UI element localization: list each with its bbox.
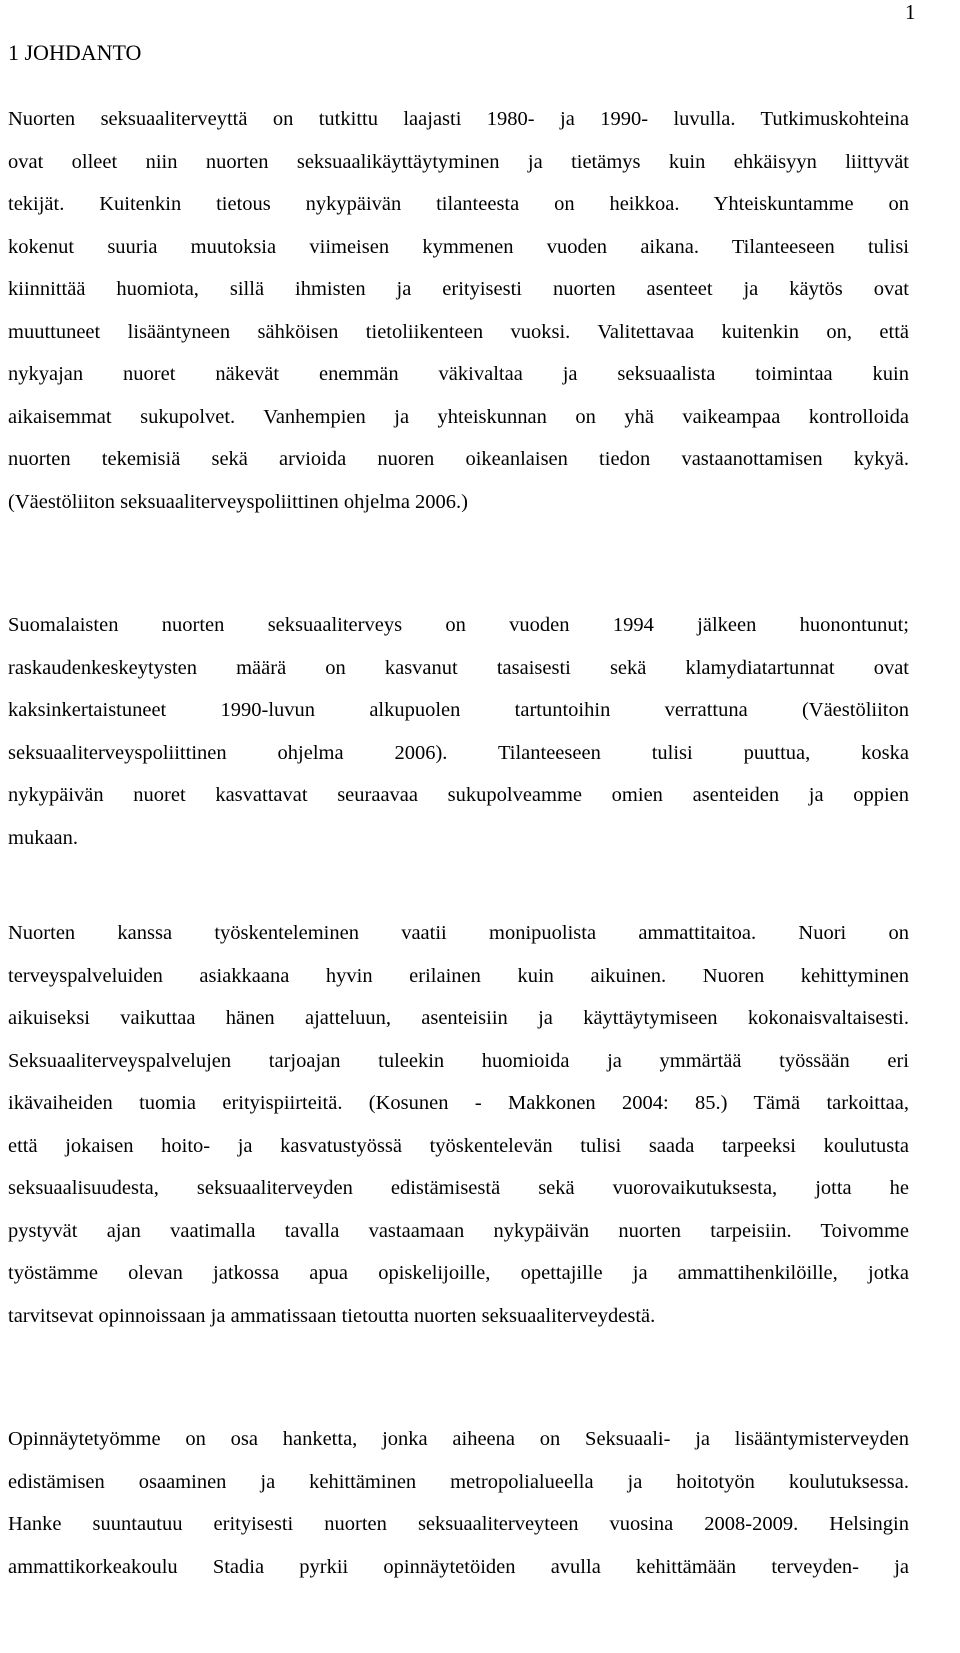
text-line: työstämme olevan jatkossa apua opiskelijoille, opettajille ja ammattihenkilöille, jotka bbox=[8, 1262, 909, 1284]
chapter-heading: 1 JOHDANTO bbox=[8, 40, 142, 65]
text-line: seksuaalisuudesta, seksuaaliterveyden edistämisestä sekä vuorovaikutuksesta, jotta he bbox=[8, 1177, 909, 1199]
text-line: pystyvät ajan vaatimalla tavalla vastaamaan nykypäivän nuorten tarpeisiin. Toivomme bbox=[8, 1219, 909, 1242]
text-line: ovat olleet niin nuorten seksuaalikäyttäytyminen ja tietämys kuin ehkäisyyn liittyvät bbox=[8, 150, 909, 173]
text-line: että jokaisen hoito- ja kasvatustyössä työskentelevän tulisi saada tarpeeksi koulutusta bbox=[8, 1134, 909, 1157]
text-line: kokenut suuria muutoksia viimeisen kymmenen vuoden aikana. Tilanteeseen tulisi bbox=[8, 235, 909, 258]
text-line: kaksinkertaistuneet 1990-luvun alkupuolen tartuntoihin verrattuna (Väestöliiton bbox=[8, 699, 909, 721]
text-line: aikuiseksi vaikuttaa hänen ajatteluun, asenteisiin ja käyttäytymiseen kokonaisvaltaisesti. bbox=[8, 1007, 909, 1029]
text-line: aikaisemmat sukupolvet. Vanhempien ja yhteiskunnan on yhä vaikeampaa kontrolloida bbox=[8, 405, 909, 428]
text-line: Nuorten kanssa työskenteleminen vaatii monipuolista ammattitaitoa. Nuori on bbox=[8, 922, 909, 944]
paragraph bbox=[8, 98, 909, 523]
paragraph bbox=[8, 912, 909, 1337]
text-line: (Väestöliiton seksuaaliterveyspoliittinen ohjelma 2006.) bbox=[8, 490, 469, 513]
paragraph bbox=[8, 604, 909, 859]
text-line: edistämisen osaaminen ja kehittäminen metropolialueella ja hoitotyön koulutuksessa. bbox=[8, 1470, 909, 1493]
text-line: nykyajan nuoret näkevät enemmän väkivaltaa ja seksuaalista toimintaa kuin bbox=[8, 363, 909, 385]
text-line: nykypäivän nuoret kasvattavat seuraavaa sukupolveamme omien asenteiden ja oppien bbox=[8, 784, 909, 806]
text-line: terveyspalveluiden asiakkaana hyvin erilainen kuin aikuinen. Nuoren kehittyminen bbox=[8, 964, 909, 987]
text-line: ammattikorkeakoulu Stadia pyrkii opinnäytetöiden avulla kehittämään terveyden- ja bbox=[8, 1555, 909, 1578]
text-line: tarvitsevat opinnoissaan ja ammatissaan tietoutta nuorten seksuaaliterveydestä. bbox=[8, 1304, 656, 1327]
text-line: Nuorten seksuaaliterveyttä on tutkittu laajasti 1980- ja 1990- luvulla. Tutkimuskohteina bbox=[8, 108, 909, 130]
text-line: muuttuneet lisääntyneen sähköisen tietoliikenteen vuoksi. Valitettavaa kuitenkin on, että bbox=[8, 320, 909, 343]
text-line: Seksuaaliterveyspalvelujen tarjoajan tuleekin huomioida ja ymmärtää työssään eri bbox=[8, 1049, 909, 1072]
text-line: Suomalaisten nuorten seksuaaliterveys on vuoden 1994 jälkeen huonontunut; bbox=[8, 614, 909, 636]
text-line: seksuaaliterveyspoliittinen ohjelma 2006). Tilanteeseen tulisi puuttua, koska bbox=[8, 741, 909, 764]
text-line: Hanke suuntautuu erityisesti nuorten seksuaaliterveyteen vuosina 2008-2009. Helsingin bbox=[8, 1513, 909, 1535]
text-line: Opinnäytetyömme on osa hanketta, jonka aiheena on Seksuaali- ja lisääntymisterveyden bbox=[8, 1428, 909, 1450]
text-line: kiinnittää huomiota, sillä ihmisten ja erityisesti nuorten asenteet ja käytös ovat bbox=[8, 278, 909, 300]
text-line: raskaudenkeskeytysten määrä on kasvanut tasaisesti sekä klamydiatartunnat ovat bbox=[8, 656, 909, 679]
text-line: mukaan. bbox=[8, 826, 79, 849]
page-number: 1 bbox=[905, 0, 916, 24]
text-line: tekijät. Kuitenkin tietous nykypäivän tilanteesta on heikkoa. Yhteiskuntamme on bbox=[8, 193, 909, 215]
paragraph bbox=[8, 1418, 909, 1588]
text-line: ikävaiheiden tuomia erityispiirteitä. (Kosunen - Makkonen 2004: 85.) Tämä tarkoittaa, bbox=[8, 1092, 909, 1114]
text-line: nuorten tekemisiä sekä arvioida nuoren oikeanlaisen tiedon vastaanottamisen kykyä. bbox=[8, 448, 909, 470]
